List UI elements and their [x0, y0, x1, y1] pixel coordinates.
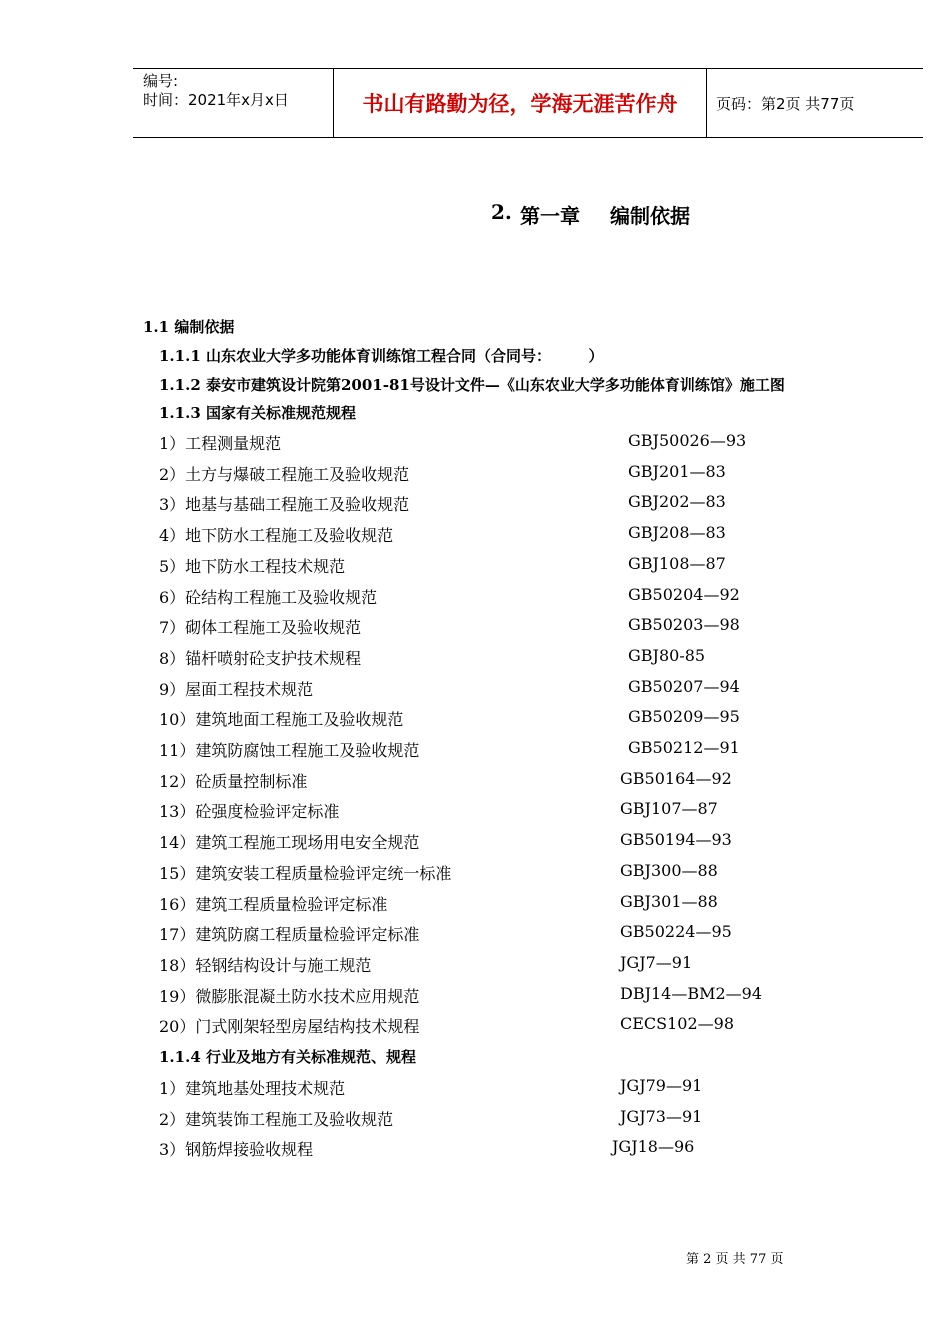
standard-name: 15）建筑安装工程质量检验评定统一标准	[159, 863, 452, 883]
list-item	[0, 1014, 950, 1036]
standard-name: 19）微膨胀混凝土防水技术应用规范	[159, 986, 420, 1006]
list-item	[0, 738, 950, 760]
page-header	[133, 68, 923, 138]
list-item	[0, 585, 950, 607]
header-page-info: 页码：第2页 共77页	[716, 95, 855, 113]
list-item	[0, 554, 950, 576]
list-item	[0, 922, 950, 944]
header-motto: 书山有路勤为径，学海无涯苦作舟	[334, 69, 707, 137]
chapter-title-part2: 编制依据	[610, 204, 690, 228]
standard-code: GBJ208—83	[628, 523, 726, 543]
standard-code: JGJ7—91	[620, 952, 693, 972]
list-item	[0, 431, 950, 453]
list-item	[0, 677, 950, 699]
standard-name: 1）建筑地基处理技术规范	[159, 1079, 346, 1098]
standard-code: CECS102—98	[620, 1014, 735, 1034]
standard-name: 3）地基与基础工程施工及验收规范	[159, 495, 410, 515]
standard-name: 2）建筑装饰工程施工及验收规范	[159, 1109, 394, 1129]
standard-code: GBJ202—83	[628, 492, 726, 512]
list-item	[0, 984, 950, 1006]
standard-name: 17）建筑防腐工程质量检验评定标准	[159, 925, 420, 945]
list-item	[0, 707, 950, 729]
standard-name: 18）轻钢结构设计与施工规范	[159, 955, 372, 975]
list-item	[0, 523, 950, 545]
standard-code: GB50203—98	[628, 615, 740, 635]
standard-name: 13）砼强度检验评定标准	[159, 802, 340, 822]
standard-name: 5）地下防水工程技术规范	[159, 556, 346, 576]
list-item	[0, 462, 950, 484]
standard-code: GBJ108—87	[628, 553, 726, 573]
standard-name: 9）屋面工程技术规范	[159, 679, 314, 699]
standard-name: 2）土方与爆破工程施工及验收规范	[159, 464, 410, 484]
list-item	[0, 1107, 950, 1129]
list-item	[0, 799, 950, 821]
standard-code: GB50212—91	[628, 738, 740, 757]
standard-code: GB50224—95	[620, 922, 732, 942]
list-item	[0, 953, 950, 975]
section-heading-1-1-1: 1.1.1 山东农业大学多功能体育训练馆工程合同（合同号： ）	[159, 347, 604, 365]
header-meta-cell	[133, 69, 334, 137]
standard-name: 10）建筑地面工程施工及验收规范	[159, 710, 404, 730]
list-item	[0, 1137, 950, 1159]
list-item	[0, 1076, 950, 1098]
page-footer: 第 2 页 共 77 页	[686, 1252, 784, 1267]
standard-code: GBJ50026—93	[628, 431, 747, 450]
list-item	[0, 492, 950, 514]
standard-name: 1）工程测量规范	[159, 434, 282, 453]
section-heading-1-1-4: 1.1.4 行业及地方有关标准规范、规程	[159, 1048, 416, 1066]
standard-code: DBJ14—BM2—94	[620, 983, 763, 1003]
standard-name: 8）锚杆喷射砼支护技术规程	[159, 648, 362, 668]
standard-code: GBJ107—87	[620, 799, 718, 819]
standard-code: GBJ201—83	[628, 461, 726, 481]
standard-code: GB50204—92	[628, 584, 740, 604]
list-item	[0, 769, 950, 791]
standard-code: GBJ300—88	[620, 860, 718, 880]
section-heading-1-1: 1.1 编制依据	[143, 318, 235, 336]
document-date-label: 时间：2021年x月x日	[143, 91, 289, 109]
standard-code: GBJ80-85	[628, 645, 706, 665]
standard-name: 14）建筑工程施工现场用电安全规范	[159, 833, 420, 853]
standard-name: 4）地下防水工程施工及验收规范	[159, 526, 394, 546]
standard-code: JGJ79—91	[620, 1076, 703, 1095]
standard-name: 11）建筑防腐蚀工程施工及验收规范	[159, 741, 420, 760]
standard-name: 6）砼结构工程施工及验收规范	[159, 587, 378, 607]
standard-code: GB50209—95	[628, 707, 740, 727]
chapter-title-part1: 第一章	[520, 204, 580, 228]
standard-name: 16）建筑工程质量检验评定标准	[159, 894, 388, 914]
list-item	[0, 892, 950, 914]
standard-code: JGJ18—96	[612, 1137, 695, 1157]
standard-code: GB50194—93	[620, 830, 732, 850]
list-item	[0, 830, 950, 852]
standard-code: JGJ73—91	[620, 1106, 703, 1126]
standard-code: GB50164—92	[620, 768, 732, 788]
section-heading-1-1-2: 1.1.2 泰安市建筑设计院第2001-81号设计文件—《山东农业大学多功能体育训练馆》施工图	[159, 376, 785, 394]
list-item	[0, 861, 950, 883]
standard-name: 3）钢筋焊接验收规程	[159, 1140, 314, 1160]
document-number-label: 编号:	[143, 72, 179, 90]
chapter-number: 2.	[491, 200, 512, 224]
standard-name: 12）砼质量控制标准	[159, 771, 308, 791]
standard-name: 7）砌体工程施工及验收规范	[159, 618, 362, 638]
section-heading-1-1-3: 1.1.3 国家有关标准规范规程	[159, 404, 356, 422]
list-item	[0, 646, 950, 668]
list-item	[0, 615, 950, 637]
standard-code: GBJ301—88	[620, 891, 718, 911]
standard-name: 20）门式刚架轻型房屋结构技术规程	[159, 1017, 420, 1037]
standard-code: GB50207—94	[628, 676, 740, 696]
